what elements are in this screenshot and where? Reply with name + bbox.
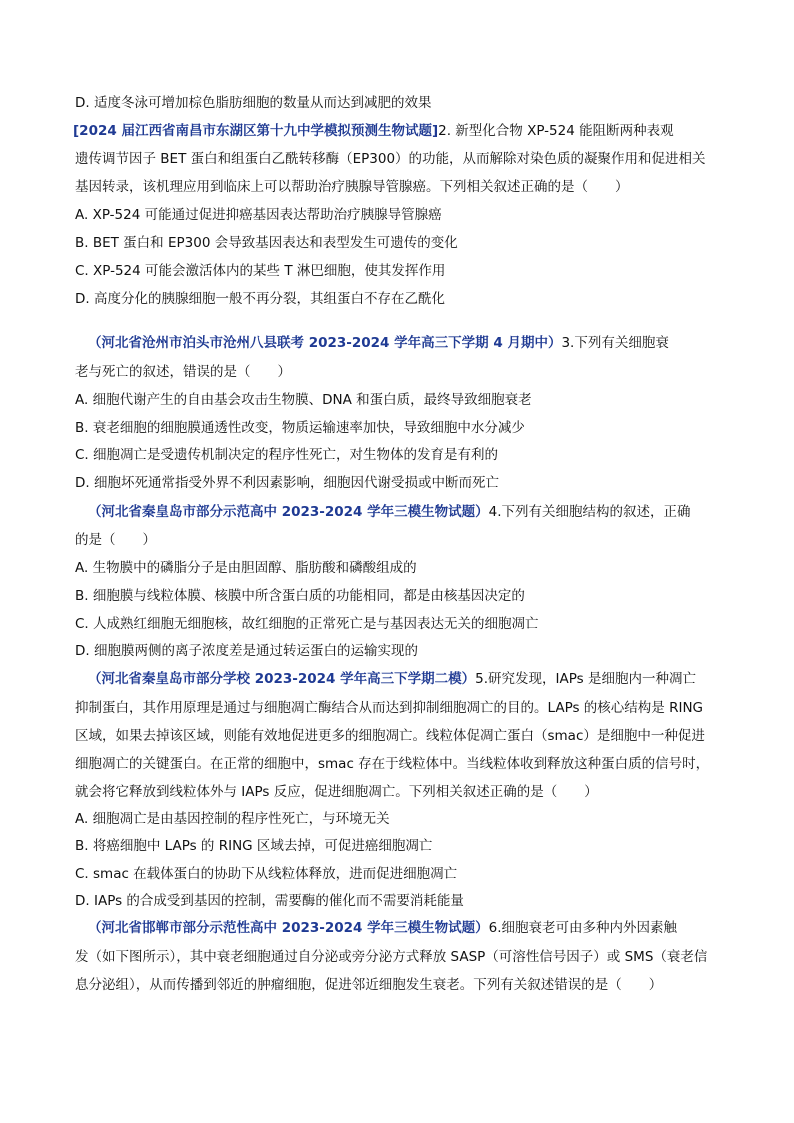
q5-option-d: D. IAPs 的合成受到基因的控制，需要酶的催化而不需要消耗能量 — [75, 893, 464, 909]
q2-stem-line-3: 基因转录，该机理应用到临床上可以帮助治疗胰腺导管腺癌。下列相关叙述正确的是（ ） — [75, 179, 629, 195]
q4-option-d: D. 细胞膜两侧的离子浓度差是通过转运蛋白的运输实现的 — [75, 643, 418, 659]
q2-option-d: D. 高度分化的胰腺细胞一般不再分裂，其组蛋白不存在乙酰化 — [75, 291, 445, 307]
q2-stem-line-1 — [73, 121, 723, 141]
q3-source: （河北省沧州市泊头市沧州八县联考 2023-2024 学年高三下学期 4 月期中） — [88, 335, 562, 351]
q4-source: （河北省秦皇岛市部分示范高中 2023-2024 学年三模生物试题） — [88, 504, 489, 520]
q4-stem-start: 4.下列有关细胞结构的叙述，正确 — [488, 504, 691, 520]
q2-option-a: A. XP-524 可能通过促进抑癌基因表达帮助治疗胰腺导管腺癌 — [75, 207, 442, 223]
q5-stem-start: 5.研究发现，IAPs 是细胞内一种凋亡 — [475, 671, 696, 687]
q5-stem-line-5: 就会将它释放到线粒体外与 IAPs 反应，促进细胞凋亡。下列相关叙述正确的是（ ） — [75, 784, 598, 800]
q3-option-c: C. 细胞凋亡是受遗传机制决定的程序性死亡，对生物体的发育是有利的 — [75, 447, 499, 463]
q3-option-b: B. 衰老细胞的细胞膜通透性改变，物质运输速率加快，导致细胞中水分减少 — [75, 420, 525, 436]
q3-stem-line-2: 老与死亡的叙述，错误的是（ ） — [75, 364, 291, 380]
q5-stem-line-1 — [88, 669, 728, 689]
q3-option-d: D. 细胞坏死通常指受外界不利因素影响，细胞因代谢受损或中断而死亡 — [75, 475, 499, 491]
q4-option-b: B. 细胞膜与线粒体膜、核膜中所含蛋白质的功能相同，都是由核基因决定的 — [75, 588, 525, 604]
q3-option-a: A. 细胞代谢产生的自由基会攻击生物膜、DNA 和蛋白质，最终导致细胞衰老 — [75, 392, 532, 408]
q2-stem-line-2: 遗传调节因子 BET 蛋白和组蛋白乙酰转移酶（EP300）的功能，从而解除对染色质的凝聚作用和促进相关 — [75, 151, 706, 167]
q2-stem-start: 2. 新型化合物 XP-524 能阻断两种表观 — [438, 123, 674, 139]
q4-option-c: C. 人成熟红细胞无细胞核，故红细胞的正常死亡是与基因表达无关的细胞凋亡 — [75, 616, 539, 632]
q2-source: [2024 届江西省南昌市东湖区第十九中学模拟预测生物试题] — [73, 123, 439, 139]
q3-stem-start: 3.下列有关细胞衰 — [561, 335, 669, 351]
q1-option-d: D. 适度冬泳可增加棕色脂肪细胞的数量从而达到减肥的效果 — [75, 95, 432, 111]
q2-option-b: B. BET 蛋白和 EP300 会导致基因表达和表型发生可遗传的变化 — [75, 235, 458, 251]
q5-option-b: B. 将癌细胞中 LAPs 的 RING 区域去掉，可促进癌细胞凋亡 — [75, 838, 433, 854]
q3-stem-line-1 — [88, 333, 728, 353]
q5-option-c: C. smac 在载体蛋白的协助下从线粒体释放，进而促进细胞凋亡 — [75, 866, 458, 882]
q4-option-a: A. 生物膜中的磷脂分子是由胆固醇、脂肪酸和磷酸组成的 — [75, 560, 417, 576]
q5-option-a: A. 细胞凋亡是由基因控制的程序性死亡，与环境无关 — [75, 811, 390, 827]
q5-stem-line-4: 细胞凋亡的关键蛋白。在正常的细胞中，smac 存在于线粒体中。当线粒体收到释放这种蛋白质的信号时， — [75, 756, 710, 772]
q2-option-c: C. XP-524 可能会激活体内的某些 T 淋巴细胞，使其发挥作用 — [75, 263, 446, 279]
q4-stem-line-1 — [88, 502, 728, 522]
q6-stem-line-3: 息分泌组），从而传播到邻近的肿瘤细胞，促进邻近细胞发生衰老。下列有关叙述错误的是（ ） — [75, 977, 663, 993]
q6-stem-line-1 — [88, 918, 728, 938]
q6-stem-line-2: 发（如下图所示），其中衰老细胞通过自分泌或旁分泌方式释放 SASP（可溶性信号因子）或 SMS（衰老信 — [75, 949, 708, 965]
q6-source: （河北省邯郸市部分示范性高中 2023-2024 学年三模生物试题） — [88, 920, 489, 936]
q5-stem-line-3: 区域，如果去掉该区域，则能有效地促进更多的细胞凋亡。线粒体促凋亡蛋白（smac）是细胞中一种促进 — [75, 728, 705, 744]
q6-stem-start: 6.细胞衰老可由多种内外因素触 — [488, 920, 678, 936]
q5-stem-line-2: 抑制蛋白，其作用原理是通过与细胞凋亡酶结合从而达到抑制细胞凋亡的目的。LAPs 的核心结构是 RING — [75, 700, 704, 716]
q5-source: （河北省秦皇岛市部分学校 2023-2024 学年高三下学期二模） — [88, 671, 476, 687]
q4-stem-line-2: 的是（ ） — [75, 532, 156, 548]
